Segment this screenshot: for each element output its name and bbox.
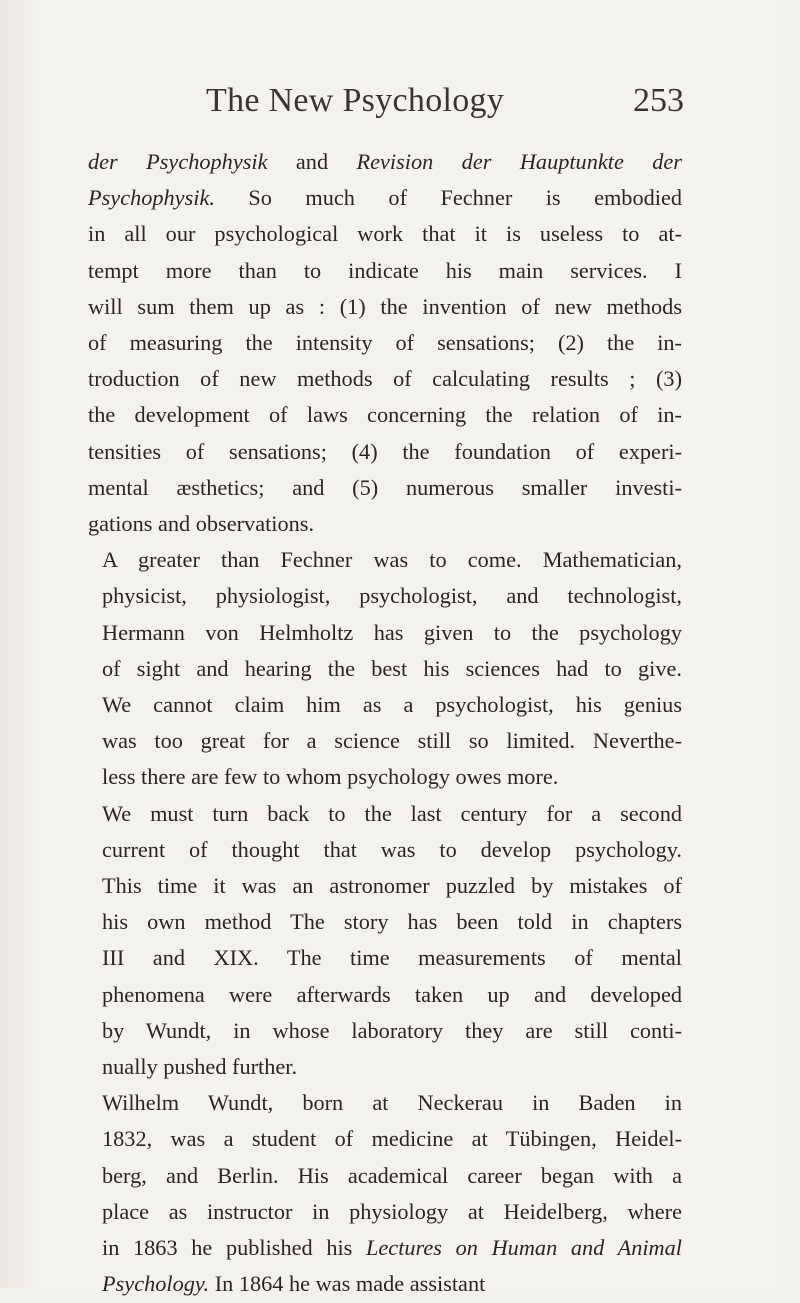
text-line [88,1194,682,1230]
text-line [88,940,682,976]
text-line [88,470,682,506]
text-line [88,1013,682,1049]
text-line [88,361,682,397]
text-run: in all our psychological work that it is useless to at- [88,221,682,247]
italic-text: Psychology. [102,1271,210,1297]
text-run: Wilhelm Wundt, born at Neckerau in Baden in [102,1090,682,1116]
text-line [88,1158,682,1194]
text-run: tempt more than to indicate his main services. I [88,257,682,283]
text-run: phenomena were afterwards taken up and developed [102,981,682,1007]
text-run: A greater than Fechner was to come. Mathematician, [102,547,682,573]
text-line [88,1049,682,1085]
text-line [88,723,682,759]
text-run: mental æsthetics; and (5) numerous smaller investi- [88,474,682,500]
text-run: gations and observations. [88,511,315,537]
text-run: Hermann von Helmholtz has given to the psychology [102,619,682,645]
text-line [88,253,682,289]
text-run: We cannot claim him as a psychologist, his genius [102,692,682,718]
text-line [88,832,682,868]
text-line [88,325,682,361]
text-run: the development of laws concerning the relation of in- [88,402,682,428]
text-run: and [267,149,357,174]
text-line [88,542,682,578]
text-run: 1832, was a student of medicine at Tübingen, Heidel- [102,1126,682,1152]
text-run: physicist, physiologist, psychologist, and technologist, [102,583,682,609]
text-line [88,1266,682,1302]
text-run: In 1864 he was made assistant [209,1271,486,1297]
text-line [88,144,682,180]
text-run: in 1863 he published his [102,1235,366,1261]
text-run: III and XIX. The time measurements of mental [102,945,682,971]
text-line [88,796,682,832]
text-line [88,506,682,542]
text-run: This time it was an astronomer puzzled by mistakes of [102,873,682,899]
text-line [88,977,682,1013]
text-run: troduction of new methods of calculating results ; (3) [88,366,682,392]
italic-text: Psychophysik. [88,185,215,211]
paragraph [88,542,682,795]
page-number: 253 [633,82,684,119]
running-head: The New Psychology [206,82,505,119]
text-line [88,216,682,252]
text-run: by Wundt, in whose laboratory they are still conti- [102,1017,682,1043]
text-line [88,578,682,614]
text-line [88,1230,682,1266]
text-line [88,180,682,216]
italic-text: Lectures on Human and Animal [366,1235,682,1261]
text-line [88,289,682,325]
text-line [88,759,682,795]
text-line [88,651,682,687]
text-run: berg, and Berlin. His academical career began with a [102,1162,682,1188]
body-text [88,144,682,1303]
italic-text: Revision der Hauptunkte der [356,149,682,174]
text-run: will sum them up as : (1) the invention of new methods [88,293,682,319]
text-run: So much of Fechner is embodied [214,185,682,211]
text-run: less there are few to whom psychology owes more. [102,764,559,790]
text-run: his own method The story has been told in chapters [102,909,682,935]
text-run: was too great for a science still so limited. Neverthe- [102,728,682,754]
text-run: tensities of sensations; (4) the foundation of experi- [88,438,682,464]
paragraph [88,1085,682,1302]
text-run: of sight and hearing the best his sciences had to give. [102,655,682,681]
text-line [88,904,682,940]
page-header [0,82,800,132]
paragraph [88,796,682,1086]
text-line [88,1121,682,1157]
text-line [88,615,682,651]
text-line [88,434,682,470]
text-run: of measuring the intensity of sensations; (2) the in- [88,330,682,356]
text-run: We must turn back to the last century for a second [102,800,682,826]
text-line [88,687,682,723]
text-run: current of thought that was to develop psychology. [102,836,682,862]
text-line [88,868,682,904]
text-line [88,397,682,433]
text-run: nually pushed further. [102,1054,298,1080]
text-line [88,1085,682,1121]
text-run: place as instructor in physiology at Heidelberg, where [102,1198,682,1224]
paragraph [88,144,682,542]
italic-text: der Psychophysik [88,149,268,174]
